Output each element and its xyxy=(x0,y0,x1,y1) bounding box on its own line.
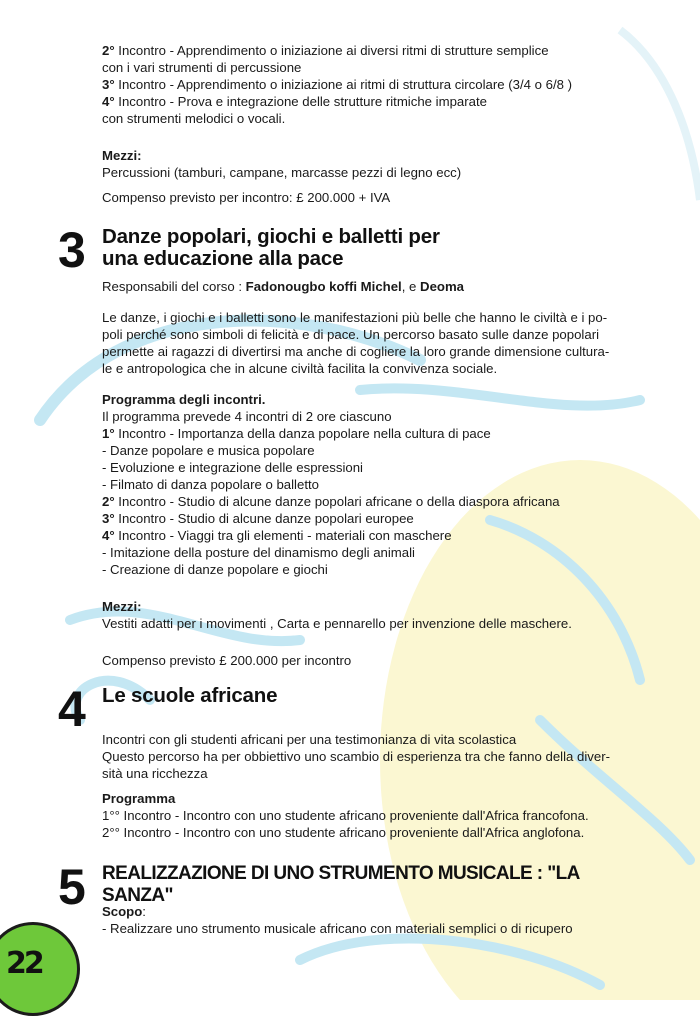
line-text: con strumenti melodici o vocali. xyxy=(102,111,286,126)
prog-line xyxy=(102,493,647,510)
programma-heading: Programma degli incontri. xyxy=(102,392,266,407)
section-title-line1: Danze popolari, giochi e balletti per xyxy=(102,225,440,248)
line-ordinal: 4° xyxy=(102,528,119,543)
prog-line xyxy=(102,425,647,442)
page-content xyxy=(58,42,647,937)
intro-line xyxy=(102,110,647,127)
resp-name-1: Fadonougbo koffi Michel xyxy=(245,279,402,294)
line-ordinal: 4° xyxy=(102,94,119,109)
para-line: le e antropologica che in alcune civiltà facilita la convivenza sociale. xyxy=(102,361,498,376)
line-text: Incontro - Prova e integrazione delle strutture ritmiche imparate xyxy=(118,94,487,109)
section-5 xyxy=(58,859,647,937)
line-text: con i vari strumenti di percussione xyxy=(102,60,302,75)
prog-line xyxy=(102,561,647,578)
para-line: Questo percorso ha per obbiettivo uno scambio di esperienza tra che fanno della diver- xyxy=(102,749,611,764)
prog-line: 2°° Incontro - Incontro con uno studente africano proveniente dall'Africa anglofona. xyxy=(102,825,585,840)
scopo-heading: Scopo xyxy=(102,904,143,919)
intro-line xyxy=(102,93,647,110)
line-text: Incontro - Viaggi tra gli elementi - materiali con maschere xyxy=(118,528,452,543)
line-ordinal: 3° xyxy=(102,77,119,92)
compenso-text: Compenso previsto £ 200.000 per incontro xyxy=(102,653,352,668)
para-line: Incontri con gli studenti africani per una testimonianza di vita scolastica xyxy=(102,732,517,747)
intro-line xyxy=(102,76,647,93)
line-ordinal: 2° xyxy=(102,43,119,58)
para-line: permette ai ragazzi di divertirsi ma anche di cogliere la loro grande dimensione cultura- xyxy=(102,344,610,359)
para-line: sità una ricchezza xyxy=(102,766,208,781)
section-3-heading xyxy=(58,222,647,278)
line-text: Incontro - Apprendimento o iniziazione ai diversi ritmi di strutture semplice xyxy=(118,43,549,58)
line-text: - Danze popolare e musica popolare xyxy=(102,443,315,458)
line-text: Incontro - Studio di alcune danze popolari europee xyxy=(118,511,414,526)
prog-line xyxy=(102,408,647,425)
mezzi-heading: Mezzi: xyxy=(102,148,142,163)
scopo-colon: : xyxy=(142,904,146,919)
line-text: - Filmato di danza popolare o balletto xyxy=(102,477,319,492)
section-3 xyxy=(58,222,647,669)
line-text: Il programma prevede 4 incontri di 2 ore ciascuno xyxy=(102,409,392,424)
line-text: - Evoluzione e integrazione delle espressioni xyxy=(102,460,363,475)
resp-sep: , e xyxy=(401,279,421,294)
mezzi-text: Percussioni (tamburi, campane, marcasse pezzi di legno ecc) xyxy=(102,165,462,180)
section-number: 4 xyxy=(58,681,86,737)
scopo-text: - Realizzare uno strumento musicale africano con materiali semplici o di ricupero xyxy=(102,921,573,936)
para-line: poli perché sono simboli di felicità e di pace. Un percorso basato sulle danze popolari xyxy=(102,327,600,342)
prog-line xyxy=(102,459,647,476)
section-number: 5 xyxy=(58,859,86,915)
prog-line xyxy=(102,544,647,561)
responsabili-line xyxy=(102,278,647,295)
intro-block xyxy=(102,42,647,206)
line-text: Incontro - Apprendimento o iniziazione ai ritmi di struttura circolare (3/4 o 6/8 ) xyxy=(118,77,572,92)
line-ordinal: 1° xyxy=(102,426,119,441)
line-text: Incontro - Importanza della danza popolare nella cultura di pace xyxy=(118,426,491,441)
compenso-text: Compenso previsto per incontro: £ 200.000 + IVA xyxy=(102,190,391,205)
mezzi-text: Vestiti adatti per i movimenti , Carta e pennarello per invenzione delle maschere. xyxy=(102,616,572,631)
line-text: Incontro - Studio di alcune danze popolari africane o della diaspora africana xyxy=(118,494,560,509)
intro-line xyxy=(102,59,647,76)
section-title-line2: una educazione alla pace xyxy=(102,247,344,270)
prog-line: 1°° Incontro - Incontro con uno studente africano proveniente dall'Africa francofona. xyxy=(102,808,589,823)
section-4 xyxy=(58,681,647,841)
mezzi-heading: Mezzi: xyxy=(102,599,142,614)
section-title: REALIZZAZIONE DI UNO STRUMENTO MUSICALE : "LA SANZA" xyxy=(102,863,580,906)
programma-heading: Programma xyxy=(102,791,176,806)
line-text: - Imitazione della posture del dinamismo degli animali xyxy=(102,545,415,560)
line-ordinal: 2° xyxy=(102,494,119,509)
section-title: Le scuole africane xyxy=(102,684,278,707)
resp-name-2: Deoma xyxy=(420,279,465,294)
resp-prefix: Responsabili del corso : xyxy=(102,279,246,294)
page-number: 22 xyxy=(6,946,42,981)
prog-line xyxy=(102,527,647,544)
prog-line xyxy=(102,476,647,493)
section-number: 3 xyxy=(58,222,86,278)
line-text: - Creazione di danze popolare e giochi xyxy=(102,562,328,577)
para-line: Le danze, i giochi e i balletti sono le manifestazioni più belle che hanno le civiltà e i po- xyxy=(102,310,608,325)
prog-line xyxy=(102,510,647,527)
intro-line xyxy=(102,42,647,59)
section-4-heading xyxy=(58,681,647,737)
prog-line xyxy=(102,442,647,459)
line-ordinal: 3° xyxy=(102,511,119,526)
